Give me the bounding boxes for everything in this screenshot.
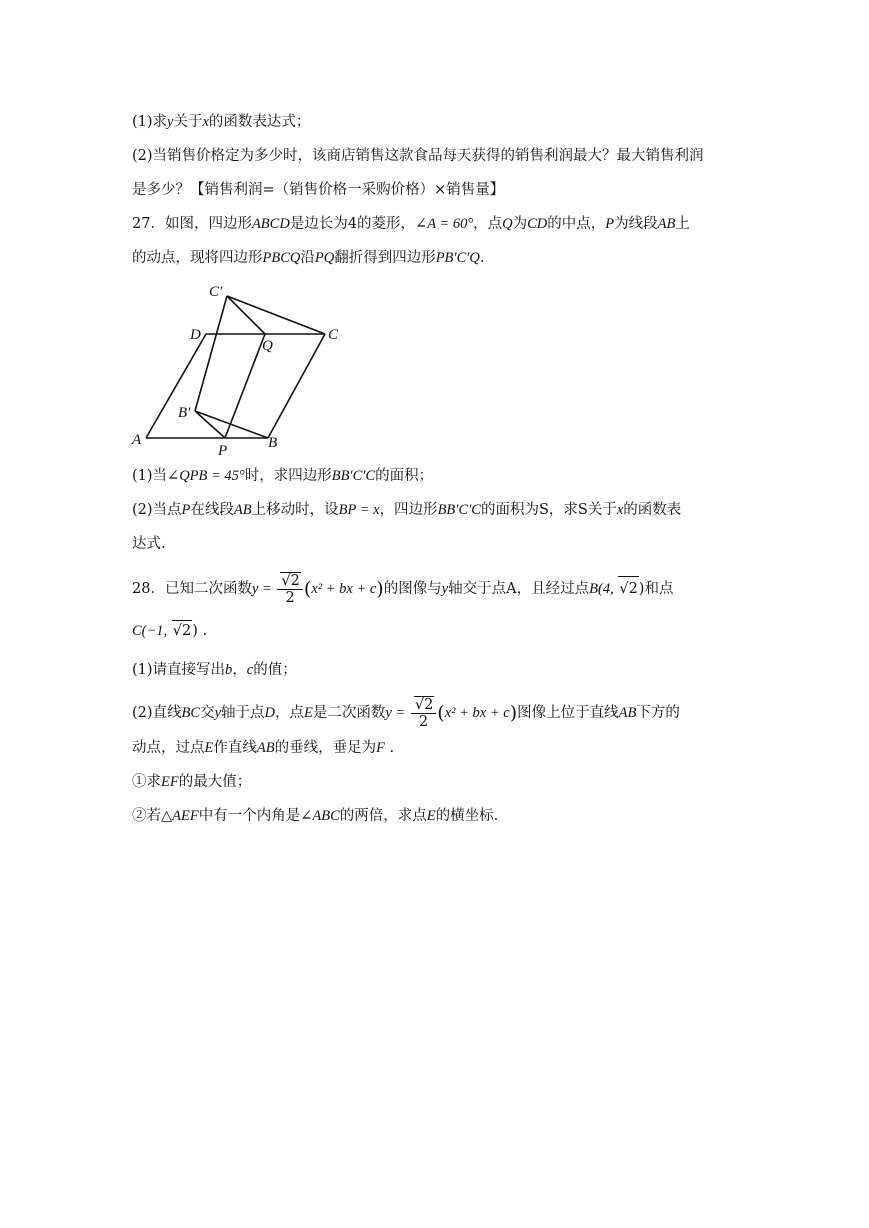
text: 下方的: [636, 705, 680, 721]
q26-part2-line1: (2)当销售价格定为多少时，该商店销售这款食品每天获得的销售利润最大？最大销售利润: [132, 148, 704, 164]
q28-line1: 28．已知二次函数y = $\frac{√2}{2}$ (x² + bx + c)的图像与y轴交于点A，且经过点B(4, √2)和点: [132, 573, 674, 606]
math: C(−1,: [132, 623, 171, 639]
math: F: [376, 740, 385, 756]
text: 上: [675, 216, 690, 232]
text: 的菱形，: [357, 216, 416, 232]
text: ②若: [132, 808, 161, 824]
text: 在线段: [190, 502, 234, 518]
text: 的面积；: [375, 468, 434, 484]
segment-C1C: [227, 296, 325, 334]
segment-C1B1: [195, 296, 227, 411]
math: y =: [251, 581, 272, 597]
text: ，且经过点: [516, 581, 590, 597]
text: 的横坐标.: [435, 808, 499, 824]
sqrt: √2: [281, 573, 300, 589]
q27-part1: [132, 466, 433, 486]
text: 为线段: [614, 216, 658, 232]
text: ，求: [548, 502, 578, 518]
text: (1)当: [132, 468, 168, 484]
math: PB′C′Q: [435, 250, 480, 266]
fraction: [411, 696, 436, 730]
text: 关于: [173, 114, 203, 130]
text: 中有一个内角是: [198, 808, 301, 824]
label-D: D: [190, 327, 201, 343]
text: (2)直线: [132, 705, 182, 721]
label-B: B: [268, 435, 278, 451]
text: 交: [200, 705, 215, 721]
math: 4: [347, 216, 358, 232]
text: A: [506, 581, 517, 597]
math: P: [605, 216, 615, 232]
math: y: [214, 705, 222, 721]
math: b: [225, 662, 233, 678]
text: 图像上位于直线: [517, 705, 619, 721]
rhombus-fold-figure: [0, 0, 869, 470]
sqrt: √2: [618, 576, 638, 601]
q28-part2-line1: (2)直线BC交y轴于点D，点E是二次函数y = $\frac{√2}{2}$ (x² + bx + c)图像上位于直线AB下方的: [132, 697, 680, 730]
text: ，: [232, 662, 247, 678]
math: EF: [161, 774, 179, 790]
label-B1: B′: [178, 405, 191, 421]
math-var: x: [202, 114, 209, 130]
text: 是二次函数: [312, 705, 386, 721]
text: ，点: [473, 216, 503, 232]
text: 沿: [300, 250, 315, 266]
math: ∠ABC: [300, 808, 340, 824]
text: 翻折得到四边形: [334, 250, 436, 266]
text: 的函数表达式；: [208, 114, 311, 130]
text: 的垂线，垂足为: [274, 740, 377, 756]
math: B(4,: [589, 581, 618, 597]
math: P: [181, 502, 191, 518]
label-Q: Q: [262, 338, 273, 354]
math: x: [616, 502, 624, 518]
math: Q: [502, 216, 513, 232]
text: 27．如图，四边形: [132, 216, 252, 232]
math: BC: [181, 705, 201, 721]
text: 关于: [587, 502, 617, 518]
sqrt: √2: [172, 620, 192, 641]
segment-B1P: [195, 411, 225, 438]
text: .: [197, 623, 208, 639]
segment-B1B: [195, 411, 268, 438]
text: 时，求四边形: [244, 468, 332, 484]
math: AB: [657, 216, 676, 232]
math: x² + bx + c: [444, 705, 510, 721]
text: 动点，过点: [132, 740, 205, 756]
math: BB′C′C: [331, 468, 376, 484]
denominator: 2: [418, 714, 429, 730]
math: ∠A = 60°: [415, 216, 474, 232]
text: 为: [512, 216, 528, 232]
text: (2)当点: [132, 502, 182, 518]
text: 28．已知二次函数: [132, 581, 252, 597]
math: PBCQ: [262, 250, 301, 266]
text: (1)求: [132, 114, 168, 130]
math: AB: [256, 740, 275, 756]
math: S: [538, 502, 549, 518]
q28-part2-line2: [132, 738, 394, 758]
math: ): [192, 623, 198, 639]
math: E: [426, 808, 436, 824]
math: ABCD: [251, 216, 290, 232]
label-P: P: [218, 443, 228, 459]
text: 的图像与: [383, 581, 442, 597]
text: .: [479, 250, 485, 266]
math: BP = x: [338, 502, 380, 518]
text: ，点: [275, 705, 304, 721]
label-C1: C′: [209, 284, 223, 300]
q28-sub1: [132, 772, 251, 792]
math: S: [577, 502, 588, 518]
text: ，四边形: [379, 502, 438, 518]
math: CD: [527, 216, 548, 232]
segment-C1Q: [227, 296, 265, 334]
math: y: [441, 581, 449, 597]
q27-part2-line2: 达式.: [132, 536, 166, 552]
text: 轴于点: [221, 705, 265, 721]
text: 和点: [644, 581, 674, 597]
fraction: [277, 572, 302, 606]
q28-part1: [132, 660, 297, 680]
q27-part2-line1: [132, 500, 681, 520]
text: 的最大值；: [178, 774, 252, 790]
math: AB: [618, 705, 637, 721]
text: 的中点，: [547, 216, 606, 232]
text: 的值；: [253, 662, 297, 678]
math: △AEF: [161, 808, 199, 824]
text: 的面积为: [480, 502, 539, 518]
math: PQ: [314, 250, 335, 266]
text: .: [384, 740, 395, 756]
sqrt: √2: [414, 697, 434, 713]
math: AB: [233, 502, 252, 518]
text: 上移动时，设: [251, 502, 339, 518]
denominator: 2: [285, 590, 295, 606]
math: D: [264, 705, 275, 721]
text: 的动点，现将四边形: [132, 250, 263, 266]
segment-AD: [146, 334, 206, 438]
label-C: C: [328, 327, 339, 343]
math: BB′C′C: [437, 502, 481, 518]
label-A: A: [132, 432, 142, 448]
math: y =: [385, 705, 406, 721]
segment-PQ: [225, 334, 265, 438]
math: ): [638, 581, 645, 597]
text: 的函数表: [623, 502, 682, 518]
math: E: [304, 705, 313, 721]
math: E: [204, 740, 214, 756]
text: 的两倍，求点: [339, 808, 427, 824]
q28-line2: [132, 620, 207, 641]
text: 是边长为: [289, 216, 348, 232]
q26-part2-line2: 是多少？【销售利润=（销售价格一采购价格）×销售量】: [132, 182, 505, 198]
math: x² + bx + c: [311, 581, 377, 597]
q28-sub2: [132, 806, 498, 826]
text: ①求: [132, 774, 161, 790]
math: c: [246, 662, 254, 678]
math: ∠QPB = 45°: [167, 468, 245, 484]
text: 轴交于点: [448, 581, 507, 597]
segment-BC: [268, 334, 325, 438]
text: (1)请直接写出: [132, 662, 226, 678]
text: 作直线: [213, 740, 257, 756]
math-var: y: [167, 114, 174, 130]
